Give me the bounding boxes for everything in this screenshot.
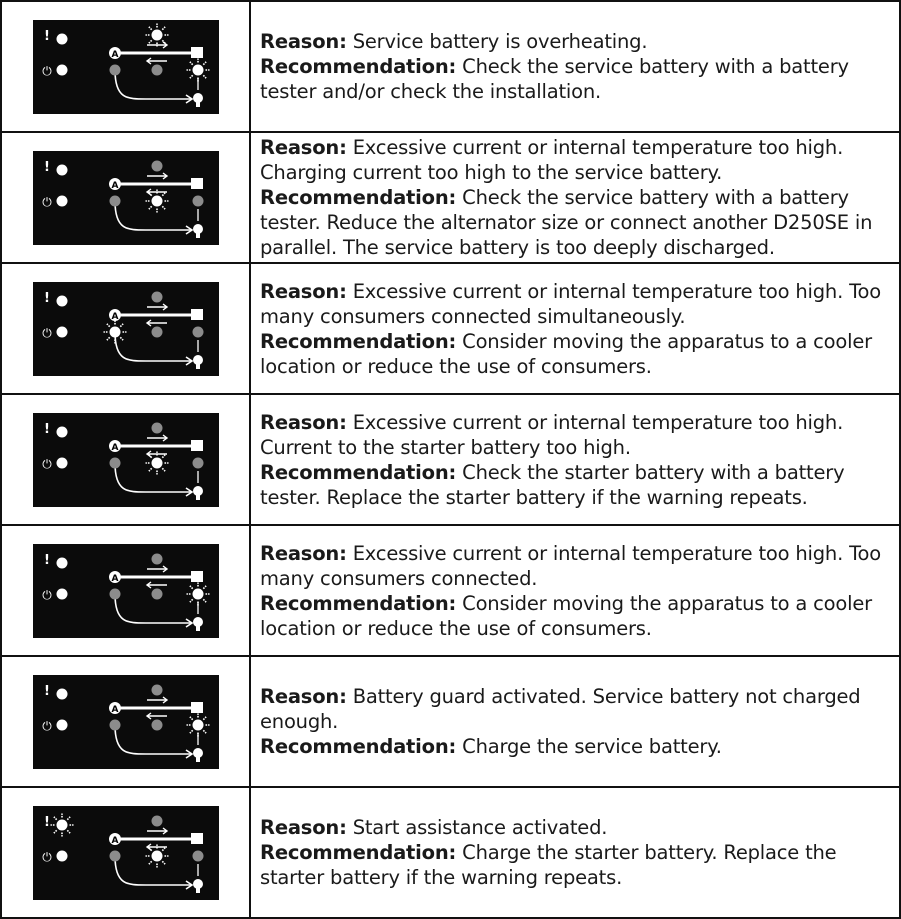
warning-led [56, 164, 67, 175]
starter-led [151, 588, 162, 599]
power-led [56, 195, 67, 206]
recommendation-label: Recommendation: [260, 841, 457, 864]
led-panel-diagram [33, 413, 219, 507]
reason-label: Reason: [260, 30, 347, 53]
bulb-icon [193, 224, 203, 234]
service-battery-icon [191, 178, 203, 189]
alternator-led [109, 64, 120, 75]
recommendation-label: Recommendation: [260, 186, 457, 209]
led-panel-diagram [33, 806, 219, 900]
diagram-cell [1, 525, 250, 656]
service-battery-icon [191, 309, 203, 320]
alternator-led [109, 588, 120, 599]
service-battery-icon [191, 571, 203, 582]
text-cell [250, 656, 900, 787]
warning-symbol: ! [43, 552, 50, 568]
service-battery-icon [191, 47, 203, 58]
table-row [1, 394, 900, 525]
service-battery-icon [191, 702, 203, 713]
led-panel-diagram [33, 282, 219, 376]
reason-label: Reason: [260, 136, 347, 159]
power-symbol: ⏻ [41, 325, 52, 340]
recommendation-text: Consider moving the apparatus to a cooler location or reduce the use of consumers. [260, 329, 872, 378]
power-symbol: ⏻ [41, 194, 52, 209]
recommendation-text: Check the starter battery with a battery tester. Replace the starter battery if the warning repeats. [260, 460, 845, 509]
service-led [192, 457, 203, 468]
recommendation-label: Recommendation: [260, 460, 457, 484]
service-led [192, 326, 203, 337]
recommendation-text: Check the service battery with a battery tester. Reduce the alternator size or connect another D250SE in parallel. The service battery is too deeply discharged. [260, 186, 873, 259]
power-led [56, 326, 67, 337]
reason-text: Excessive current or internal temperature too high. Too many consumers connected. [260, 541, 881, 590]
diagram-cell [1, 394, 250, 525]
recommendation-label: Recommendation: [260, 735, 457, 758]
table-row [1, 132, 900, 263]
led-panel-diagram [33, 675, 219, 769]
power-symbol: ⏻ [41, 63, 52, 78]
bulb-icon [193, 355, 203, 365]
top-led [151, 291, 162, 302]
bulb-base [196, 102, 200, 107]
table-row [1, 787, 900, 918]
bulb-base [196, 888, 200, 893]
alternator-led [109, 850, 120, 861]
diagram-cell [1, 656, 250, 787]
alternator-led-lit [103, 320, 126, 343]
power-led [56, 64, 67, 75]
reason-text: Excessive current or internal temperature too high. Current to the starter battery too high. [260, 410, 844, 459]
power-led [56, 457, 67, 468]
reason-label: Reason: [260, 279, 347, 303]
bulb-base [196, 626, 200, 631]
reason-text: Start assistance activated. [352, 816, 608, 839]
reason-label: Reason: [260, 541, 347, 565]
recommendation-text: Charge the service battery. [462, 735, 722, 758]
starter-led [151, 64, 162, 75]
warning-symbol: ! [43, 290, 50, 306]
alternator-led [109, 719, 120, 730]
diagram-cell [1, 1, 250, 132]
top-led-lit [145, 23, 168, 46]
service-led [192, 850, 203, 861]
warning-led-lit [50, 813, 73, 836]
text-cell [250, 263, 900, 394]
alternator-letter: A [111, 49, 118, 60]
alternator-letter: A [111, 835, 118, 846]
warning-led [56, 426, 67, 437]
bulb-icon [193, 748, 203, 758]
service-battery-icon [191, 440, 203, 451]
warning-led [56, 557, 67, 568]
bulb-icon [193, 486, 203, 496]
starter-led-lit [145, 844, 168, 867]
service-led-lit [186, 582, 209, 605]
alternator-led [109, 195, 120, 206]
top-led [151, 160, 162, 171]
diagram-cell [1, 263, 250, 394]
power-led [56, 850, 67, 861]
table-row [1, 263, 900, 394]
top-led [151, 815, 162, 826]
warning-led [56, 33, 67, 44]
led-panel-diagram [33, 20, 219, 114]
recommendation-text: Consider moving the apparatus to a cooler location or reduce the use of consumers. [260, 591, 872, 640]
reason-label: Reason: [260, 410, 347, 434]
bulb-icon [193, 617, 203, 627]
recommendation-text: Check the service battery with a battery tester and/or check the installation. [260, 55, 849, 103]
warning-led [56, 688, 67, 699]
warning-symbol: ! [43, 814, 50, 830]
alternator-letter: A [111, 311, 118, 322]
warning-symbol: ! [43, 683, 50, 699]
power-symbol: ⏻ [41, 587, 52, 602]
alternator-letter: A [111, 442, 118, 453]
recommendation-label: Recommendation: [260, 329, 457, 353]
table-row [1, 656, 900, 787]
service-led-lit [186, 713, 209, 736]
diagram-cell [1, 787, 250, 918]
text-cell [250, 787, 900, 918]
top-led [151, 684, 162, 695]
text-cell [250, 394, 900, 525]
warning-symbol: ! [43, 28, 50, 44]
reason-text: Battery guard activated. Service battery not charged enough. [260, 685, 861, 733]
text-cell [250, 132, 900, 263]
diagram-cell [1, 132, 250, 263]
bulb-base [196, 757, 200, 762]
top-led [151, 422, 162, 433]
starter-led-lit [145, 189, 168, 212]
alternator-letter: A [111, 573, 118, 584]
alternator-led [109, 457, 120, 468]
power-led [56, 719, 67, 730]
bulb-base [196, 364, 200, 369]
warning-symbol: ! [43, 159, 50, 175]
bulb-base [196, 495, 200, 500]
alternator-letter: A [111, 180, 118, 191]
top-led [151, 553, 162, 564]
warning-led [56, 295, 67, 306]
bulb-icon [193, 879, 203, 889]
power-symbol: ⏻ [41, 718, 52, 733]
reason-text: Excessive current or internal temperature too high. Charging current too high to the service battery. [260, 136, 844, 184]
table-row [1, 525, 900, 656]
bulb-base [196, 233, 200, 238]
service-led-lit [186, 58, 209, 81]
starter-led [151, 326, 162, 337]
power-symbol: ⏻ [41, 849, 52, 864]
power-led [56, 588, 67, 599]
text-cell [250, 1, 900, 132]
service-battery-icon [191, 833, 203, 844]
reason-text: Excessive current or internal temperature too high. Too many consumers connected simultaneously. [260, 279, 881, 328]
bulb-icon [193, 93, 203, 103]
led-panel-diagram [33, 544, 219, 638]
recommendation-label: Recommendation: [260, 55, 457, 78]
recommendation-text: Charge the starter battery. Replace the starter battery if the warning repeats. [260, 841, 837, 889]
service-led [192, 195, 203, 206]
led-panel-diagram [33, 151, 219, 245]
reason-label: Reason: [260, 685, 347, 708]
warning-symbol: ! [43, 421, 50, 437]
reason-text: Service battery is overheating. [352, 30, 648, 53]
alternator-letter: A [111, 704, 118, 715]
power-symbol: ⏻ [41, 456, 52, 471]
table-row [1, 1, 900, 132]
starter-led [151, 719, 162, 730]
starter-led-lit [145, 451, 168, 474]
text-cell [250, 525, 900, 656]
reason-label: Reason: [260, 816, 347, 839]
recommendation-label: Recommendation: [260, 591, 457, 615]
